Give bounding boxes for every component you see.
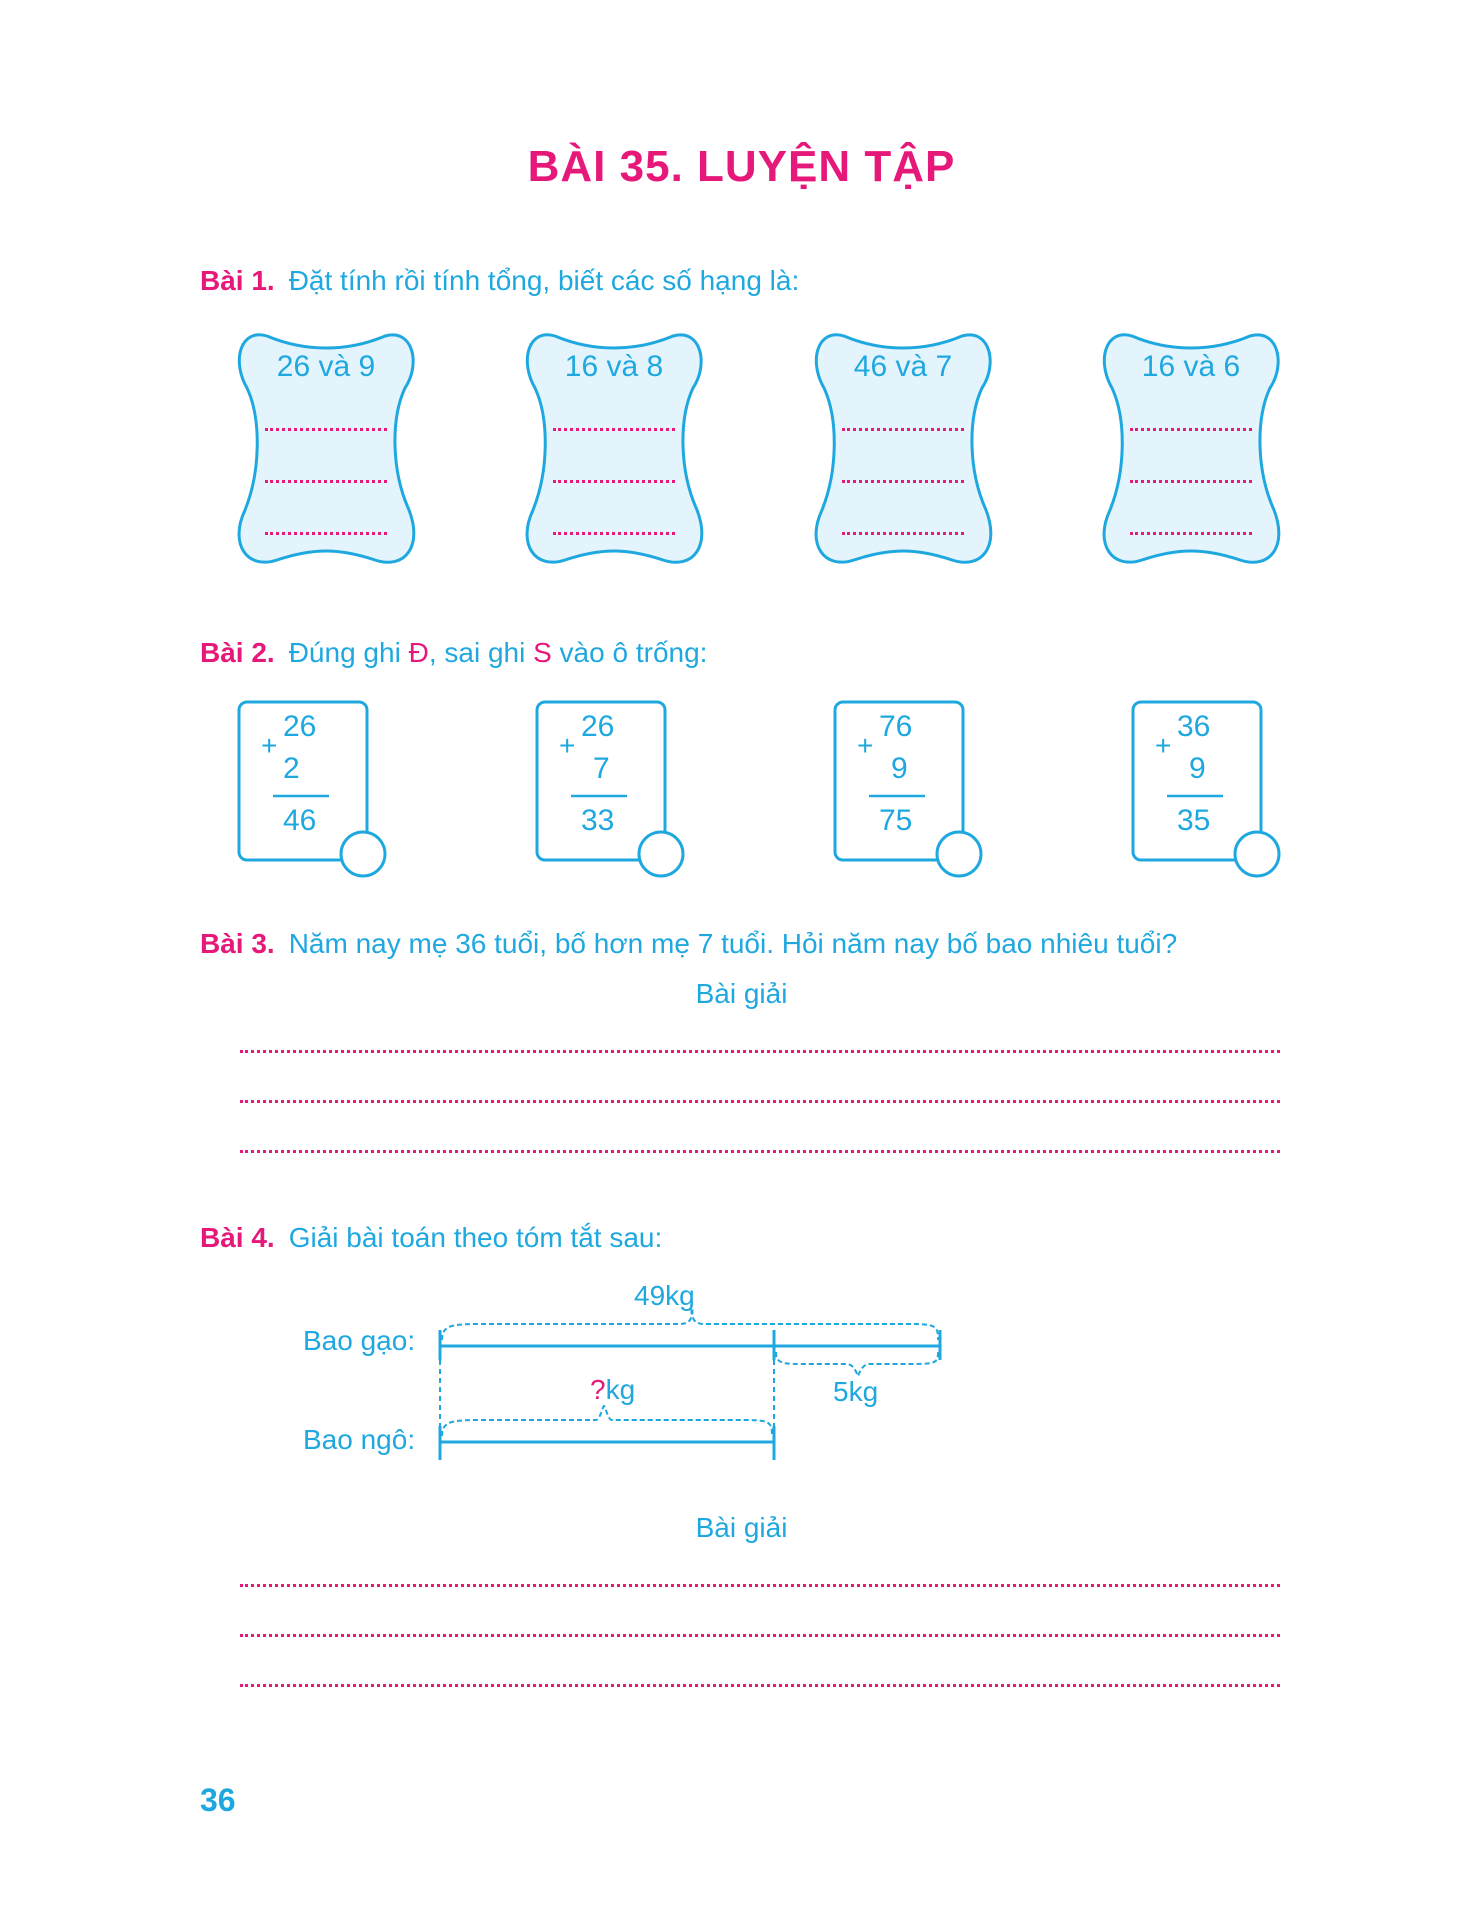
plus-sign: +	[857, 730, 874, 761]
exercise-3-prompt	[200, 928, 1177, 960]
answer-line[interactable]	[240, 1584, 1280, 1587]
addition-card	[237, 700, 392, 880]
addends-label: 46 và 7	[853, 350, 953, 383]
addend-b: 9	[1189, 752, 1206, 785]
exercise-1-item[interactable]	[235, 330, 417, 568]
answer-dots[interactable]	[265, 532, 387, 535]
sum-result: 46	[283, 804, 317, 837]
exercise-2-prompt	[200, 637, 707, 669]
corn-bag-label: Bao ngô:	[303, 1424, 416, 1455]
exercise-3-text: Năm nay mẹ 36 tuổi, bố hơn mẹ 7 tuổi. Hỏi năm nay bố bao nhiêu tuổi?	[288, 928, 1178, 959]
exercise-1-prompt	[200, 265, 799, 297]
sum-result: 33	[581, 804, 615, 837]
answer-line[interactable]	[240, 1634, 1280, 1637]
unknown-unit: kg	[605, 1374, 636, 1405]
addends-label: 16 và 8	[564, 350, 664, 383]
solution-label: Bài giải	[695, 1512, 788, 1543]
addend-b: 2	[283, 752, 300, 785]
exercise-2-text: Đúng ghi	[288, 637, 409, 668]
page-title: BÀI 35. LUYỆN TẬP	[527, 142, 956, 191]
answer-dots[interactable]	[553, 532, 675, 535]
addends-label: 16 và 6	[1141, 350, 1241, 383]
answer-circle[interactable]	[1235, 832, 1279, 876]
addends-label: 26 và 9	[276, 350, 376, 383]
exercise-1-item[interactable]	[812, 330, 994, 568]
exercise-4-prompt	[200, 1222, 662, 1254]
addend-a: 36	[1177, 710, 1211, 743]
exercise-2-text: , sai ghi	[428, 637, 534, 668]
answer-line[interactable]	[240, 1100, 1280, 1103]
exercise-4-number: Bài 4.	[200, 1222, 275, 1253]
addend-b: 7	[593, 752, 610, 785]
addend-a: 26	[283, 710, 317, 743]
plus-sign: +	[1155, 730, 1172, 761]
exercise-1-text: Đặt tính rồi tính tổng, biết các số hạng là:	[288, 265, 800, 296]
summary-diagram	[300, 1280, 1000, 1480]
addend-a: 76	[879, 710, 913, 743]
addend-a: 26	[581, 710, 615, 743]
addend-b: 9	[891, 752, 908, 785]
answer-circle[interactable]	[639, 832, 683, 876]
page-number: 36	[200, 1782, 236, 1818]
wrong-letter: S	[533, 637, 552, 668]
answer-line[interactable]	[240, 1150, 1280, 1153]
addition-card	[1131, 700, 1286, 880]
question-mark: ?	[590, 1374, 606, 1405]
total-weight-label: 49kg	[634, 1280, 695, 1311]
answer-dots[interactable]	[265, 480, 387, 483]
answer-dots[interactable]	[1130, 428, 1252, 431]
sum-result: 35	[1177, 804, 1211, 837]
addition-card	[535, 700, 690, 880]
rice-bag-label: Bao gạo:	[303, 1325, 416, 1356]
exercise-4-text: Giải bài toán theo tóm tắt sau:	[288, 1222, 663, 1253]
sum-result: 75	[879, 804, 913, 837]
exercise-2-number: Bài 2.	[200, 637, 275, 668]
difference-label: 5kg	[833, 1376, 879, 1407]
plus-sign: +	[261, 730, 278, 761]
answer-line[interactable]	[240, 1684, 1280, 1687]
answer-dots[interactable]	[842, 480, 964, 483]
exercise-3-number: Bài 3.	[200, 928, 275, 959]
exercise-1-item[interactable]	[523, 330, 705, 568]
answer-dots[interactable]	[553, 480, 675, 483]
answer-dots[interactable]	[1130, 480, 1252, 483]
answer-line[interactable]	[240, 1050, 1280, 1053]
plus-sign: +	[559, 730, 576, 761]
exercise-2-text: vào ô trống:	[551, 637, 708, 668]
exercise-1-number: Bài 1.	[200, 265, 275, 296]
solution-label: Bài giải	[695, 978, 788, 1009]
answer-dots[interactable]	[842, 532, 964, 535]
answer-dots[interactable]	[553, 428, 675, 431]
answer-circle[interactable]	[937, 832, 981, 876]
answer-dots[interactable]	[1130, 532, 1252, 535]
correct-letter: Đ	[408, 637, 429, 668]
unknown-weight-label	[590, 1374, 635, 1406]
answer-circle[interactable]	[341, 832, 385, 876]
addition-card	[833, 700, 988, 880]
answer-dots[interactable]	[842, 428, 964, 431]
answer-dots[interactable]	[265, 428, 387, 431]
exercise-1-item[interactable]	[1100, 330, 1282, 568]
